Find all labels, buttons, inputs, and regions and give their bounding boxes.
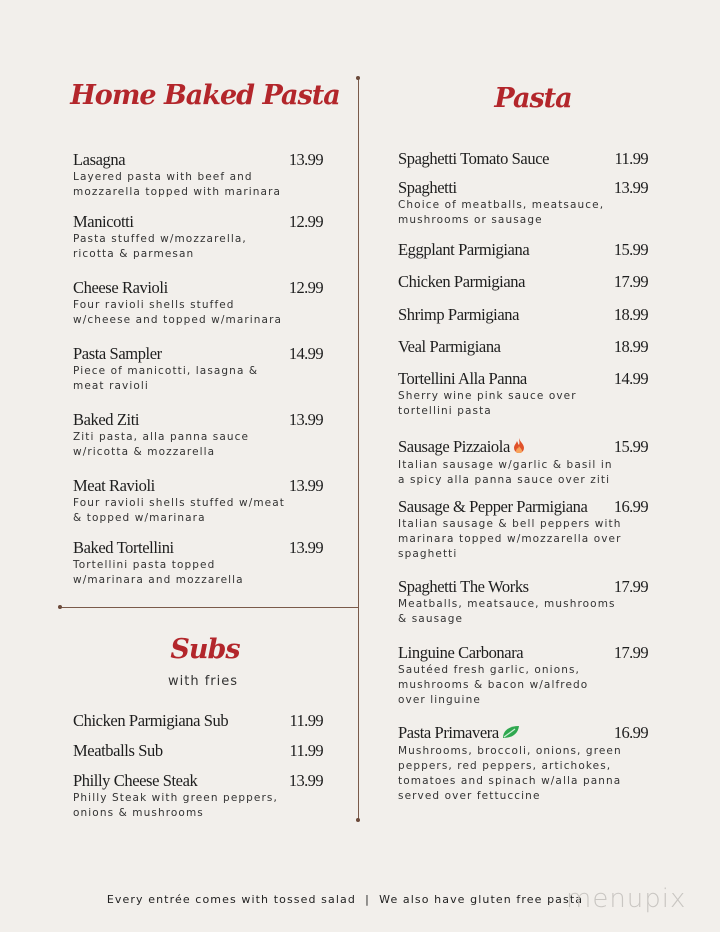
item-description: Tortellini pasta topped: [73, 559, 216, 571]
item-name: Pasta Primavera: [398, 723, 648, 744]
item-name: Chicken Parmigiana Sub: [73, 711, 229, 730]
menu-item: [73, 410, 323, 460]
item-description: over linguine: [398, 694, 481, 706]
item-description: & topped w/marinara: [73, 512, 206, 524]
menu-item: [398, 723, 648, 804]
item-price: 12.99: [288, 278, 323, 297]
item-name: Spaghetti Tomato Sauce: [398, 149, 550, 168]
menu-item: [73, 476, 323, 526]
item-price: 17.99: [613, 272, 648, 291]
menu-item: [73, 278, 323, 328]
menu-item: [398, 149, 648, 169]
item-name: Meat Ravioli: [73, 476, 155, 495]
item-description: Choice of meatballs, meatsauce,: [398, 199, 605, 211]
menu-item: [398, 337, 648, 357]
item-name: Cheese Ravioli: [73, 278, 168, 297]
item-price: 13.99: [288, 771, 323, 790]
item-description: Piece of manicotti, lasagna &: [73, 365, 259, 377]
item-name: Veal Parmigiana: [398, 337, 501, 356]
menu-item: [398, 643, 648, 708]
item-name: Tortellini Alla Panna: [398, 369, 527, 388]
item-name: Eggplant Parmigiana: [398, 240, 530, 259]
item-price: 13.99: [613, 178, 648, 197]
item-price: 18.99: [613, 305, 648, 324]
item-description: w/ricotta & mozzarella: [73, 446, 216, 458]
item-price: 15.99: [613, 240, 648, 259]
divider-dot: [356, 818, 360, 822]
item-price: 14.99: [613, 369, 648, 388]
item-price: 14.99: [288, 344, 323, 363]
item-description: tomatoes and spinach w/alla panna: [398, 775, 622, 787]
item-name: Baked Tortellini: [73, 538, 174, 557]
menu-item: [398, 272, 648, 292]
item-description: onions & mushrooms: [73, 807, 204, 819]
subs-title: Subs: [170, 634, 240, 665]
item-price: 17.99: [613, 577, 648, 596]
menu-item: [398, 577, 648, 627]
column-divider: [358, 78, 359, 820]
home-baked-pasta-title: Home Baked Pasta: [70, 80, 340, 111]
menu-item: [398, 240, 648, 260]
item-name: Lasagna: [73, 150, 126, 169]
vegetarian-leaf-icon: [502, 724, 520, 744]
item-description: meat ravioli: [73, 380, 149, 392]
item-description: Italian sausage w/garlic & basil in: [398, 459, 613, 471]
item-description: a spicy alla panna sauce over ziti: [398, 474, 611, 486]
item-price: 16.99: [613, 723, 648, 742]
item-description: Italian sausage & bell peppers with: [398, 518, 622, 530]
item-price: 13.99: [288, 150, 323, 169]
item-description: Pasta stuffed w/mozzarella,: [73, 233, 247, 245]
menu-item: [398, 369, 648, 419]
menu-item: [398, 497, 648, 562]
item-price: 16.99: [613, 497, 648, 516]
item-price: 18.99: [613, 337, 648, 356]
item-description: spaghetti: [398, 548, 458, 560]
item-name: Chicken Parmigiana: [398, 272, 526, 291]
item-name: Shrimp Parmigiana: [398, 305, 520, 324]
menu-item: [73, 711, 323, 731]
item-description: Sherry wine pink sauce over: [398, 390, 577, 402]
section-divider: [60, 607, 358, 608]
item-price: 13.99: [288, 410, 323, 429]
item-name: Meatballs Sub: [73, 741, 163, 760]
item-description: tortellini pasta: [398, 405, 492, 417]
footer-note: Every entrée comes with tossed salad | We also have gluten free pasta: [106, 893, 584, 906]
pasta-title: Pasta: [494, 83, 572, 114]
item-description: Mushrooms, broccoli, onions, green: [398, 745, 622, 757]
item-description: mushrooms & bacon w/alfredo: [398, 679, 589, 691]
item-name: Philly Cheese Steak: [73, 771, 198, 790]
item-price: 15.99: [613, 437, 648, 456]
item-price: 11.99: [289, 741, 323, 760]
item-description: w/cheese and topped w/marinara: [73, 314, 283, 326]
menu-item: [73, 344, 323, 394]
menu-item: [73, 212, 323, 262]
spicy-flame-icon: [513, 438, 525, 458]
item-name: Sausage & Pepper Parmigiana: [398, 497, 588, 516]
item-name: Pasta Sampler: [73, 344, 162, 363]
item-description: mushrooms or sausage: [398, 214, 543, 226]
divider-dot: [356, 76, 360, 80]
menu-item: [398, 437, 648, 488]
menu-item: [73, 150, 323, 200]
item-description: Ziti pasta, alla panna sauce: [73, 431, 250, 443]
item-name: Manicotti: [73, 212, 134, 231]
item-description: marinara topped w/mozzarella over: [398, 533, 622, 545]
item-name: Linguine Carbonara: [398, 643, 524, 662]
item-description: w/marinara and mozzarella: [73, 574, 244, 586]
menu-item: [398, 178, 648, 228]
item-price: 11.99: [614, 149, 648, 168]
item-description: Meatballs, meatsauce, mushrooms: [398, 598, 616, 610]
menu-item: [73, 771, 323, 821]
item-name: Baked Ziti: [73, 410, 140, 429]
item-description: Layered pasta with beef and: [73, 171, 253, 183]
item-price: 13.99: [288, 538, 323, 557]
divider-dot: [58, 605, 62, 609]
item-name: Spaghetti The Works: [398, 577, 529, 596]
item-price: 12.99: [288, 212, 323, 231]
item-price: 17.99: [613, 643, 648, 662]
item-price: 11.99: [289, 711, 323, 730]
item-description: served over fettuccine: [398, 790, 541, 802]
item-description: ricotta & parmesan: [73, 248, 195, 260]
watermark: menupix: [566, 884, 687, 914]
menu-item: [398, 305, 648, 325]
item-description: Four ravioli shells stuffed: [73, 299, 235, 311]
item-description: & sausage: [398, 613, 464, 625]
item-price: 13.99: [288, 476, 323, 495]
item-description: mozzarella topped with marinara: [73, 186, 282, 198]
subs-subtitle: with fries: [167, 674, 239, 689]
menu-item: [73, 741, 323, 761]
item-name: Sausage Pizzaiola: [398, 437, 648, 458]
item-description: Four ravioli shells stuffed w/meat: [73, 497, 285, 509]
item-description: Sautéed fresh garlic, onions,: [398, 664, 580, 676]
item-description: peppers, red peppers, artichokes,: [398, 760, 612, 772]
item-description: Philly Steak with green peppers,: [73, 792, 278, 804]
menu-item: [73, 538, 323, 588]
item-name: Spaghetti: [398, 178, 457, 197]
